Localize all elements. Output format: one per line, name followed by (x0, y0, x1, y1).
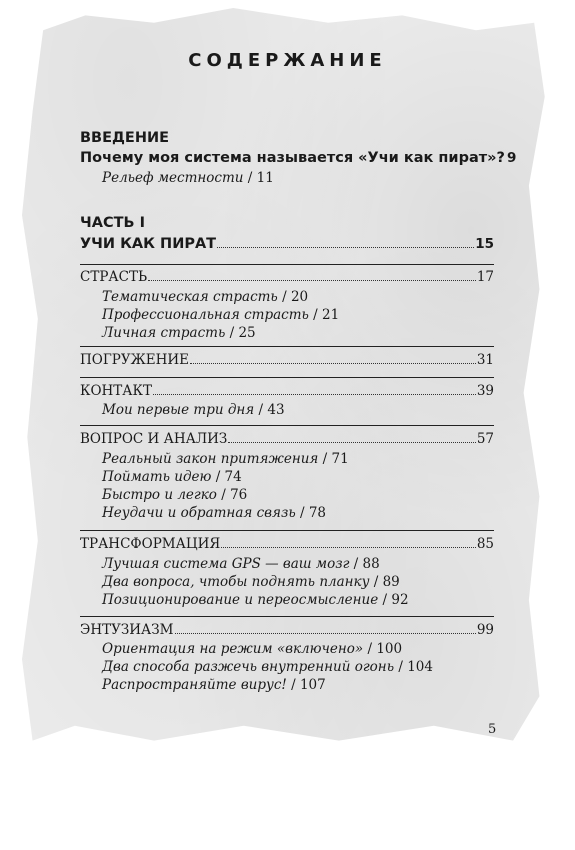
toc-subentry[interactable]: Мои первые три дня / 43 (102, 402, 285, 418)
toc-subentry[interactable]: Два способа разжечь внутренний огонь / 104 (102, 659, 433, 675)
intro-heading-label: ВВЕДЕНИЕ (80, 130, 170, 146)
intro-heading (80, 130, 494, 146)
dot-leader (153, 394, 476, 395)
toc-subentry[interactable]: Распространяйте вирус! / 107 (102, 677, 326, 693)
toc-subentry-page: 76 (230, 487, 248, 503)
toc-subentry-label: Распространяйте вирус! (102, 677, 287, 693)
toc-subentry-label: Два вопроса, чтобы поднять планку (102, 574, 370, 590)
dot-leader (175, 633, 476, 634)
toc-entry-page: 17 (476, 269, 494, 285)
toc-entry-label: ПОГРУЖЕНИЕ (80, 352, 190, 368)
toc-entry-page: 85 (476, 536, 494, 552)
page-number: 5 (488, 722, 497, 737)
toc-subentry-label: Ориентация на режим «включено» (102, 641, 364, 657)
page-title: СОДЕРЖАНИЕ (188, 50, 387, 71)
toc-subentry[interactable]: Рельеф местности / 11 (102, 170, 274, 186)
toc-subentry[interactable]: Реальный закон притяжения / 71 (102, 451, 349, 467)
toc-subentry-page: 71 (331, 451, 349, 467)
toc-entry-label: Почему моя система называется «Учи как пират»? (80, 150, 505, 166)
dot-leader (190, 363, 476, 364)
section-divider (80, 346, 494, 347)
toc-entry-immersion[interactable] (80, 352, 494, 368)
toc-subentry-label: Рельеф местности (102, 170, 244, 186)
toc-subentry-page: 100 (376, 641, 403, 657)
toc-entry-enthusiasm[interactable] (80, 622, 494, 638)
dot-leader (221, 547, 476, 548)
toc-subentry-label: Личная страсть (102, 325, 226, 341)
toc-entry-intro-chapter[interactable] (80, 150, 517, 166)
toc-entry-page: 57 (476, 431, 494, 447)
section-divider (80, 377, 494, 378)
toc-subentry-label: Поймать идею (102, 469, 212, 485)
part-heading-label: ЧАСТЬ I (80, 215, 145, 231)
toc-subentry-page: 43 (267, 402, 285, 418)
toc-subentry-label: Лучшая система GPS — ваш мозг (102, 556, 350, 572)
toc-subentry-label: Неудачи и обратная связь (102, 505, 296, 521)
section-divider (80, 264, 494, 265)
toc-subentry-label: Позиционирование и переосмысление (102, 592, 379, 608)
toc-subentry-label: Два способа разжечь внутренний огонь (102, 659, 395, 675)
toc-subentry-label: Тематическая страсть (102, 289, 278, 305)
toc-entry-contact[interactable] (80, 383, 494, 399)
part-heading (80, 215, 494, 231)
toc-subentry-page: 21 (322, 307, 340, 323)
toc-subentry[interactable]: Личная страсть / 25 (102, 325, 256, 341)
section-divider (80, 530, 494, 531)
section-divider (80, 425, 494, 426)
toc-entry-page: 15 (475, 236, 494, 252)
toc-entry-label: УЧИ КАК ПИРАТ (80, 236, 217, 252)
toc-subentry[interactable]: Быстро и легко / 76 (102, 487, 248, 503)
toc-entry-label: ЭНТУЗИАЗМ (80, 622, 174, 638)
toc-entry-passion[interactable] (80, 269, 494, 285)
toc-subentry-page: 92 (391, 592, 409, 608)
toc-entry-transformation[interactable] (80, 536, 494, 552)
toc-subentry[interactable]: Неудачи и обратная связь / 78 (102, 505, 326, 521)
toc-subentry[interactable]: Профессиональная страсть / 21 (102, 307, 340, 323)
toc-subentry-label: Быстро и легко (102, 487, 217, 503)
toc-subentry[interactable]: Позиционирование и переосмысление / 92 (102, 592, 409, 608)
dot-leader (228, 442, 476, 443)
toc-subentry-page: 88 (362, 556, 380, 572)
toc-subentry[interactable]: Лучшая система GPS — ваш мозг / 88 (102, 556, 380, 572)
toc-entry-label: ВОПРОС И АНАЛИЗ (80, 431, 228, 447)
toc-subentry-page: 74 (224, 469, 242, 485)
toc-subentry-label: Мои первые три дня (102, 402, 255, 418)
toc-entry-question-analysis[interactable] (80, 431, 494, 447)
toc-entry-part-chapter[interactable] (80, 236, 494, 252)
toc-entry-page: 9 (506, 150, 517, 166)
toc-entry-label: ТРАНСФОРМАЦИЯ (80, 536, 221, 552)
toc-subentry-page: 20 (290, 289, 309, 305)
toc-entry-page: 39 (476, 383, 494, 399)
toc-entry-page: 31 (476, 352, 494, 368)
toc-subentry[interactable]: Поймать идею / 74 (102, 469, 242, 485)
toc-subentry-label: Профессиональная страсть (102, 307, 309, 323)
toc-entry-label: КОНТАКТ (80, 383, 152, 399)
toc-subentry-page: 78 (308, 505, 326, 521)
section-divider (80, 616, 494, 617)
toc-entry-label: СТРАСТЬ (80, 269, 148, 285)
toc-subentry-label: Реальный закон притяжения (102, 451, 319, 467)
toc-subentry[interactable]: Два вопроса, чтобы поднять планку / 89 (102, 574, 400, 590)
toc-subentry-page: 107 (299, 677, 326, 693)
toc-subentry-page: 89 (382, 574, 400, 590)
toc-entry-page: 99 (476, 622, 494, 638)
toc-subentry-page: 25 (238, 325, 256, 341)
dot-leader (148, 280, 476, 281)
toc-subentry[interactable]: Ориентация на режим «включено» / 100 (102, 641, 403, 657)
toc-subentry-page: 104 (407, 659, 433, 675)
toc-subentry-page: 11 (256, 170, 274, 186)
dot-leader (217, 247, 474, 248)
toc-subentry[interactable]: Тематическая страсть / 20 (102, 289, 309, 305)
